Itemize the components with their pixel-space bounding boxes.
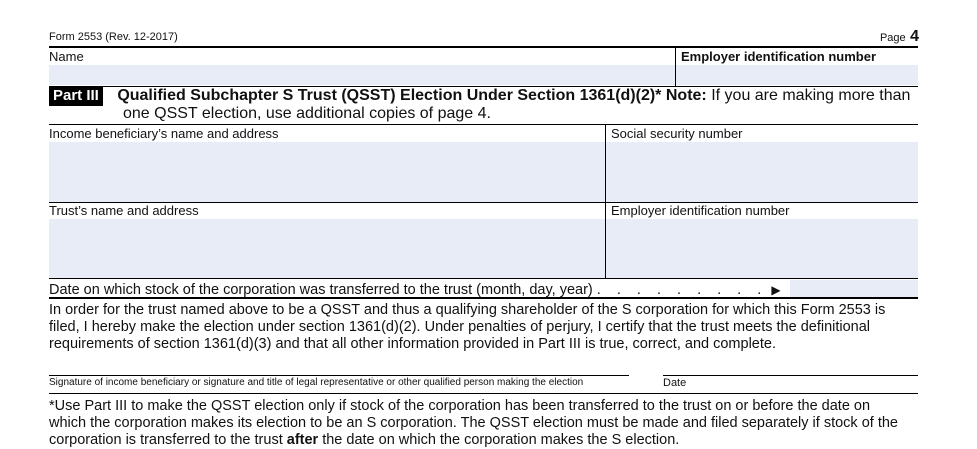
trust-name-field[interactable] [49,219,605,278]
date-row-rule [49,297,918,299]
election-line-3: requirements of section 1361(d)(3) and that all other information provided in Part III is true, correct, and complete. [49,336,776,352]
trust-ein-label: Employer identification number [611,203,790,218]
ein-label: Employer identification number [681,49,877,64]
ssn-label: Social security number [611,126,743,141]
footnote-line-1: *Use Part III to make the QSST election only if stock of the corporation has been transferred to the trust on or before the date on [49,398,871,414]
footnote [49,398,919,449]
income-beneficiary-label: Income beneficiary’s name and address [49,126,279,141]
arrow-icon: ▶ [771,283,781,297]
footnote-line-3-post: the date on which the corporation makes the S election. [318,432,680,448]
trust-ein-field[interactable] [606,219,918,278]
date-transfer-field[interactable] [790,280,918,297]
footnote-line-2: which the corporation makes its election to be an S corporation. The QSST election must be made and filed separately if stock of the [49,415,898,431]
note-text: If you are making more than [711,87,911,104]
part-heading-rule [49,124,918,125]
signature-label: Signature of income beneficiary or signature and title of legal representative or other qualified person making the election [49,377,584,388]
name-label: Name [49,49,84,64]
page-indicator [880,28,919,46]
election-paragraph [49,302,919,353]
date-line[interactable] [663,375,918,376]
part-title: Qualified Subchapter S Trust (QSST) Election Under Section 1361(d)(2)* [117,87,662,104]
signature-row-rule [49,393,918,394]
trust-row-rule [49,278,918,279]
form-id: Form 2553 (Rev. 12-2017) [49,31,178,43]
date-transfer-label: Date on which stock of the corporation was transferred to the trust (month, day, year) [49,282,593,298]
header-rule [49,46,918,48]
footnote-line-3-pre: corporation is transferred to the trust [49,432,287,448]
part-badge: Part III [49,86,103,106]
signature-line[interactable] [49,375,629,376]
note-label: Note: [665,87,707,104]
ssn-field[interactable] [606,142,918,202]
part-heading [49,87,910,105]
date-transfer-row [49,282,781,298]
footnote-after-emphasis: after [286,432,319,448]
trust-name-label: Trust’s name and address [49,203,199,218]
ein-field[interactable] [676,65,918,85]
page-label: Page [879,32,906,44]
leader-dots: . . . . . . . . . [596,282,768,298]
income-beneficiary-field[interactable] [49,142,605,202]
page-number: 4 [910,28,919,45]
footnote-line-3 [49,432,919,449]
election-line-2: filed, I hereby make the election under section 1361(d)(2). Under penalties of perjury, I certify that the trust meets the definitional [49,319,871,335]
signature-date-label: Date [663,377,687,389]
election-line-1: In order for the trust named above to be a QSST and thus a qualifying shareholder of the S corporation for which this Form 2553 is [49,302,886,318]
name-field[interactable] [49,65,675,85]
note-text-line2: one QSST election, use additional copies of page 4. [123,105,491,122]
